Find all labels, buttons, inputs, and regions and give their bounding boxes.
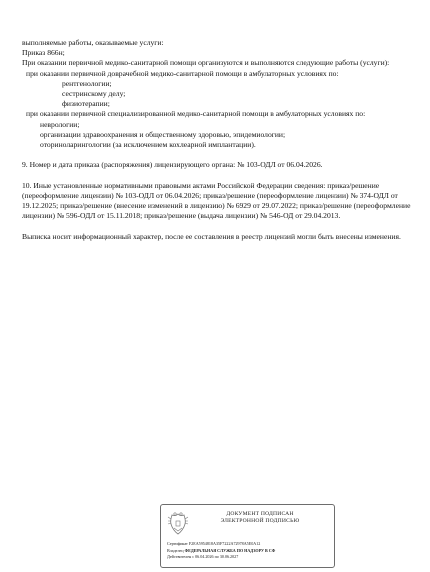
service-item: неврологии; <box>40 119 80 129</box>
stamp-details <box>167 541 332 561</box>
section-10-other-info: 10. Иные установленные нормативными правовыми актами Российской Федерации сведения: приказ/решение (переоформление лицензии) № 103-ОДЛ от 06.04.2026; приказ/решение (переоформление лицензии) № 374-ОДЛ от 19.12.2025; приказ/решение (внесение изменений в лицензию) № 6929 от 29.07.2022; приказ/решение (переоформление лицензии) № 596-ОДЛ от 15.11.2018; приказ/решение (выдача лицензии) № 546-ОД от 29.04.2013. <box>22 180 411 221</box>
service-item: физиотерапии; <box>62 99 110 109</box>
services-heading: выполняемые работы, оказываемые услуги: <box>22 38 164 47</box>
disclaimer: Выписка носит информационный характер, после ее составления в реестр лицензий могли быть внесены изменения. <box>22 231 401 241</box>
service-item: оториноларингологии (за исключением кохлеарной имплантации). <box>40 140 256 150</box>
works-intro: При оказании первичной медико-санитарной помощи организуются и выполняются следующие работы (услуги): <box>22 58 390 68</box>
specialized-care-heading: при оказании первичной специализированной медико-санитарной помощи в амбулаторных условиях по: <box>26 109 366 119</box>
owner-line: Владелец ФЕДЕРАЛЬНАЯ СЛУЖБА ПО НАДЗОРУ В СФ <box>167 547 276 553</box>
validity-line: Действителен с 06.04.2026 по 30.06.2027 <box>167 554 239 559</box>
service-item: организации здравоохранения и общественному здоровью, эпидемиологии; <box>40 129 286 139</box>
service-item: сестринскому делу; <box>62 89 126 99</box>
prehospital-care-heading: при оказании первичной доврачебной медико-санитарной помощи в амбулаторных условиях по: <box>26 68 339 78</box>
service-item: рентгенологии; <box>62 78 112 88</box>
certificate-line: Сертификат F2EA5954818A35F7222A72978A5E0A12 <box>167 541 261 546</box>
coat-of-arms-icon <box>167 511 189 537</box>
stamp-title: ДОКУМЕНТ ПОДПИСАН ЭЛЕКТРОННОЙ ПОДПИСЬЮ <box>220 511 300 524</box>
document-body <box>22 38 414 242</box>
order-reference: Приказ 866н; <box>22 48 65 58</box>
electronic-signature-stamp <box>160 504 335 568</box>
section-9-order: 9. Номер и дата приказа (распоряжения) лицензирующего органа: № 103-ОДЛ от 06.04.2026. <box>22 160 323 170</box>
